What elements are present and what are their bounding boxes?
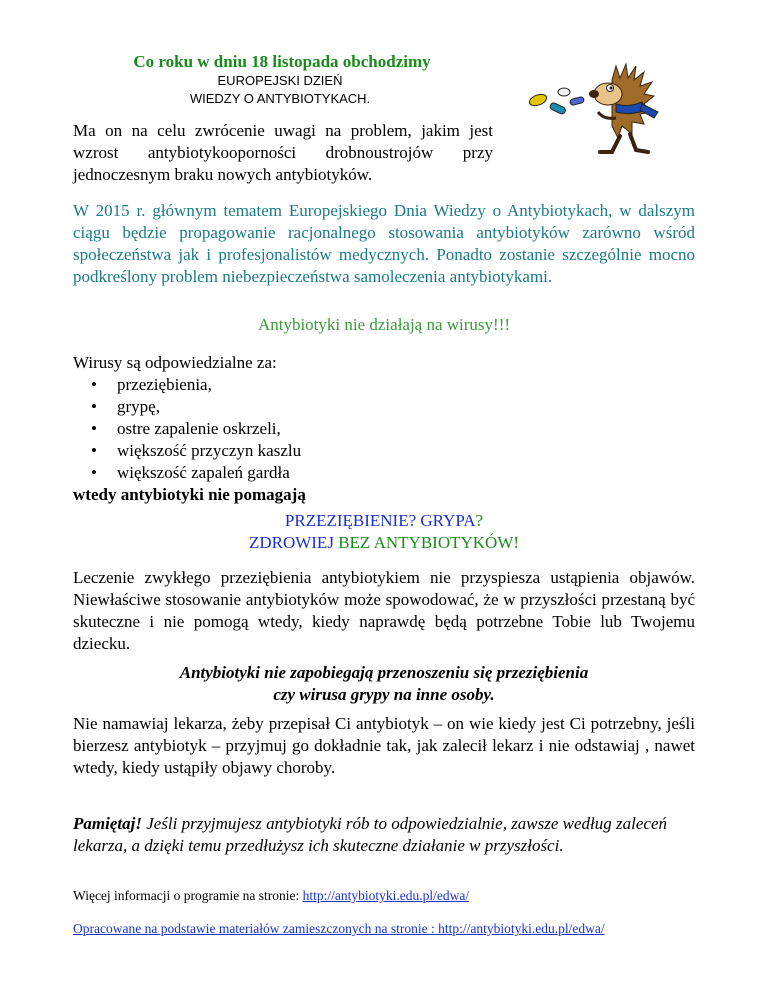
remember-label: Pamiętaj! (73, 814, 142, 833)
prevent-note (73, 662, 695, 706)
more-info-text: Więcej informacji o programie na stronie: (73, 888, 303, 903)
hedgehog-with-pills-icon (520, 60, 680, 160)
slogan-part3: ZDROWIEJ (248, 533, 339, 552)
treatment-paragraph: Leczenie zwykłego przeziębienia antybiotykiem nie przyspiesza ustąpienia objawów. Niewłaściwe stosowanie antybiotyków może spowodować, że w przyszłości przestaną być skuteczne i nie pomogą wtedy, kiedy naprawdę będą potrzebne Tobie lub Twojemu dziecku. (73, 568, 695, 653)
viruses-section (73, 352, 695, 506)
subheadline-line2: WIEDZY O ANTYBIOTYKACH. (189, 91, 371, 106)
slogan-part4: BEZ ANTYBIOTYKÓW! (338, 533, 520, 552)
viruses-list (73, 374, 695, 484)
subheadline-line1: EUROPEJSKI DZIEŃ (217, 73, 343, 88)
list-item: • większość zapaleń gardła (117, 462, 695, 484)
intro-paragraph: Ma on na celu zwrócenie uwagi na problem, jakim jest wzrost antybiotykooporności drobnoustrojów przy jednoczesnym braku nowych antybiotyków. (73, 121, 493, 184)
viruses-intro: Wirusy są odpowiedzialne za: (73, 353, 277, 372)
list-item: • grypę, (117, 396, 695, 418)
remember-paragraph (73, 813, 695, 857)
advice-paragraph: Nie namawiaj lekarza, żeby przepisał Ci antybiotyk – on wie kiedy jest Ci potrzebny, jeśli bierzesz antybiotyk – przyjmuj go dokładnie tak, jak zalecił lekarz i nie odstawiaj , nawet wtedy, kiedy ustąpiły objawy choroby. (73, 714, 695, 777)
prevent-line2: czy wirusa grypy na inne osoby. (273, 685, 495, 704)
theme-2015-paragraph: W 2015 r. głównym tematem Europejskiego Dnia Wiedzy o Antybiotykach, w dalszym ciągu będzie propagowanie racjonalnego stosowania antybiotyków zarówno wśród społeczeństwa jak i profesjonalistów medycznych. Ponadto zostanie szczególnie mocno podkreślony problem niebezpieczeństwa samoleczenia antybiotykami. (73, 201, 695, 286)
slogan-cold-flu (73, 510, 695, 554)
based-on-link[interactable]: Opracowane na podstawie materiałów zamieszczonych na stronie : http://antybiotyki.edu.pl/edwa/ (73, 921, 605, 936)
prevent-line1: Antybiotyki nie zapobiegają przenoszeniu się przeziębienia (179, 663, 589, 682)
list-item: • większość przyczyn kaszlu (117, 440, 695, 462)
headline: Co roku w dniu 18 listopada obchodzimy (133, 52, 431, 71)
slogan-part2: ? (475, 511, 484, 530)
slogan-part1: PRZEZIĘBIENIE? GRYPA (284, 511, 476, 530)
remember-text: Jeśli przyjmujesz antybiotyki rób to odpowiedzialnie, zawsze według zaleceń lekarza, a dzięki temu przedłużysz ich skuteczne działanie w przyszłości. (73, 814, 668, 855)
viruses-conclusion: wtedy antybiotyki nie pomagają (73, 485, 306, 504)
list-item: • przeziębienia, (117, 374, 695, 396)
slogan-viruses: Antybiotyki nie działają na wirusy!!! (257, 315, 511, 334)
list-item: • ostre zapalenie oskrzeli, (117, 418, 695, 440)
more-info-link[interactable]: http://antybiotyki.edu.pl/edwa/ (302, 888, 470, 903)
more-info (73, 888, 695, 904)
